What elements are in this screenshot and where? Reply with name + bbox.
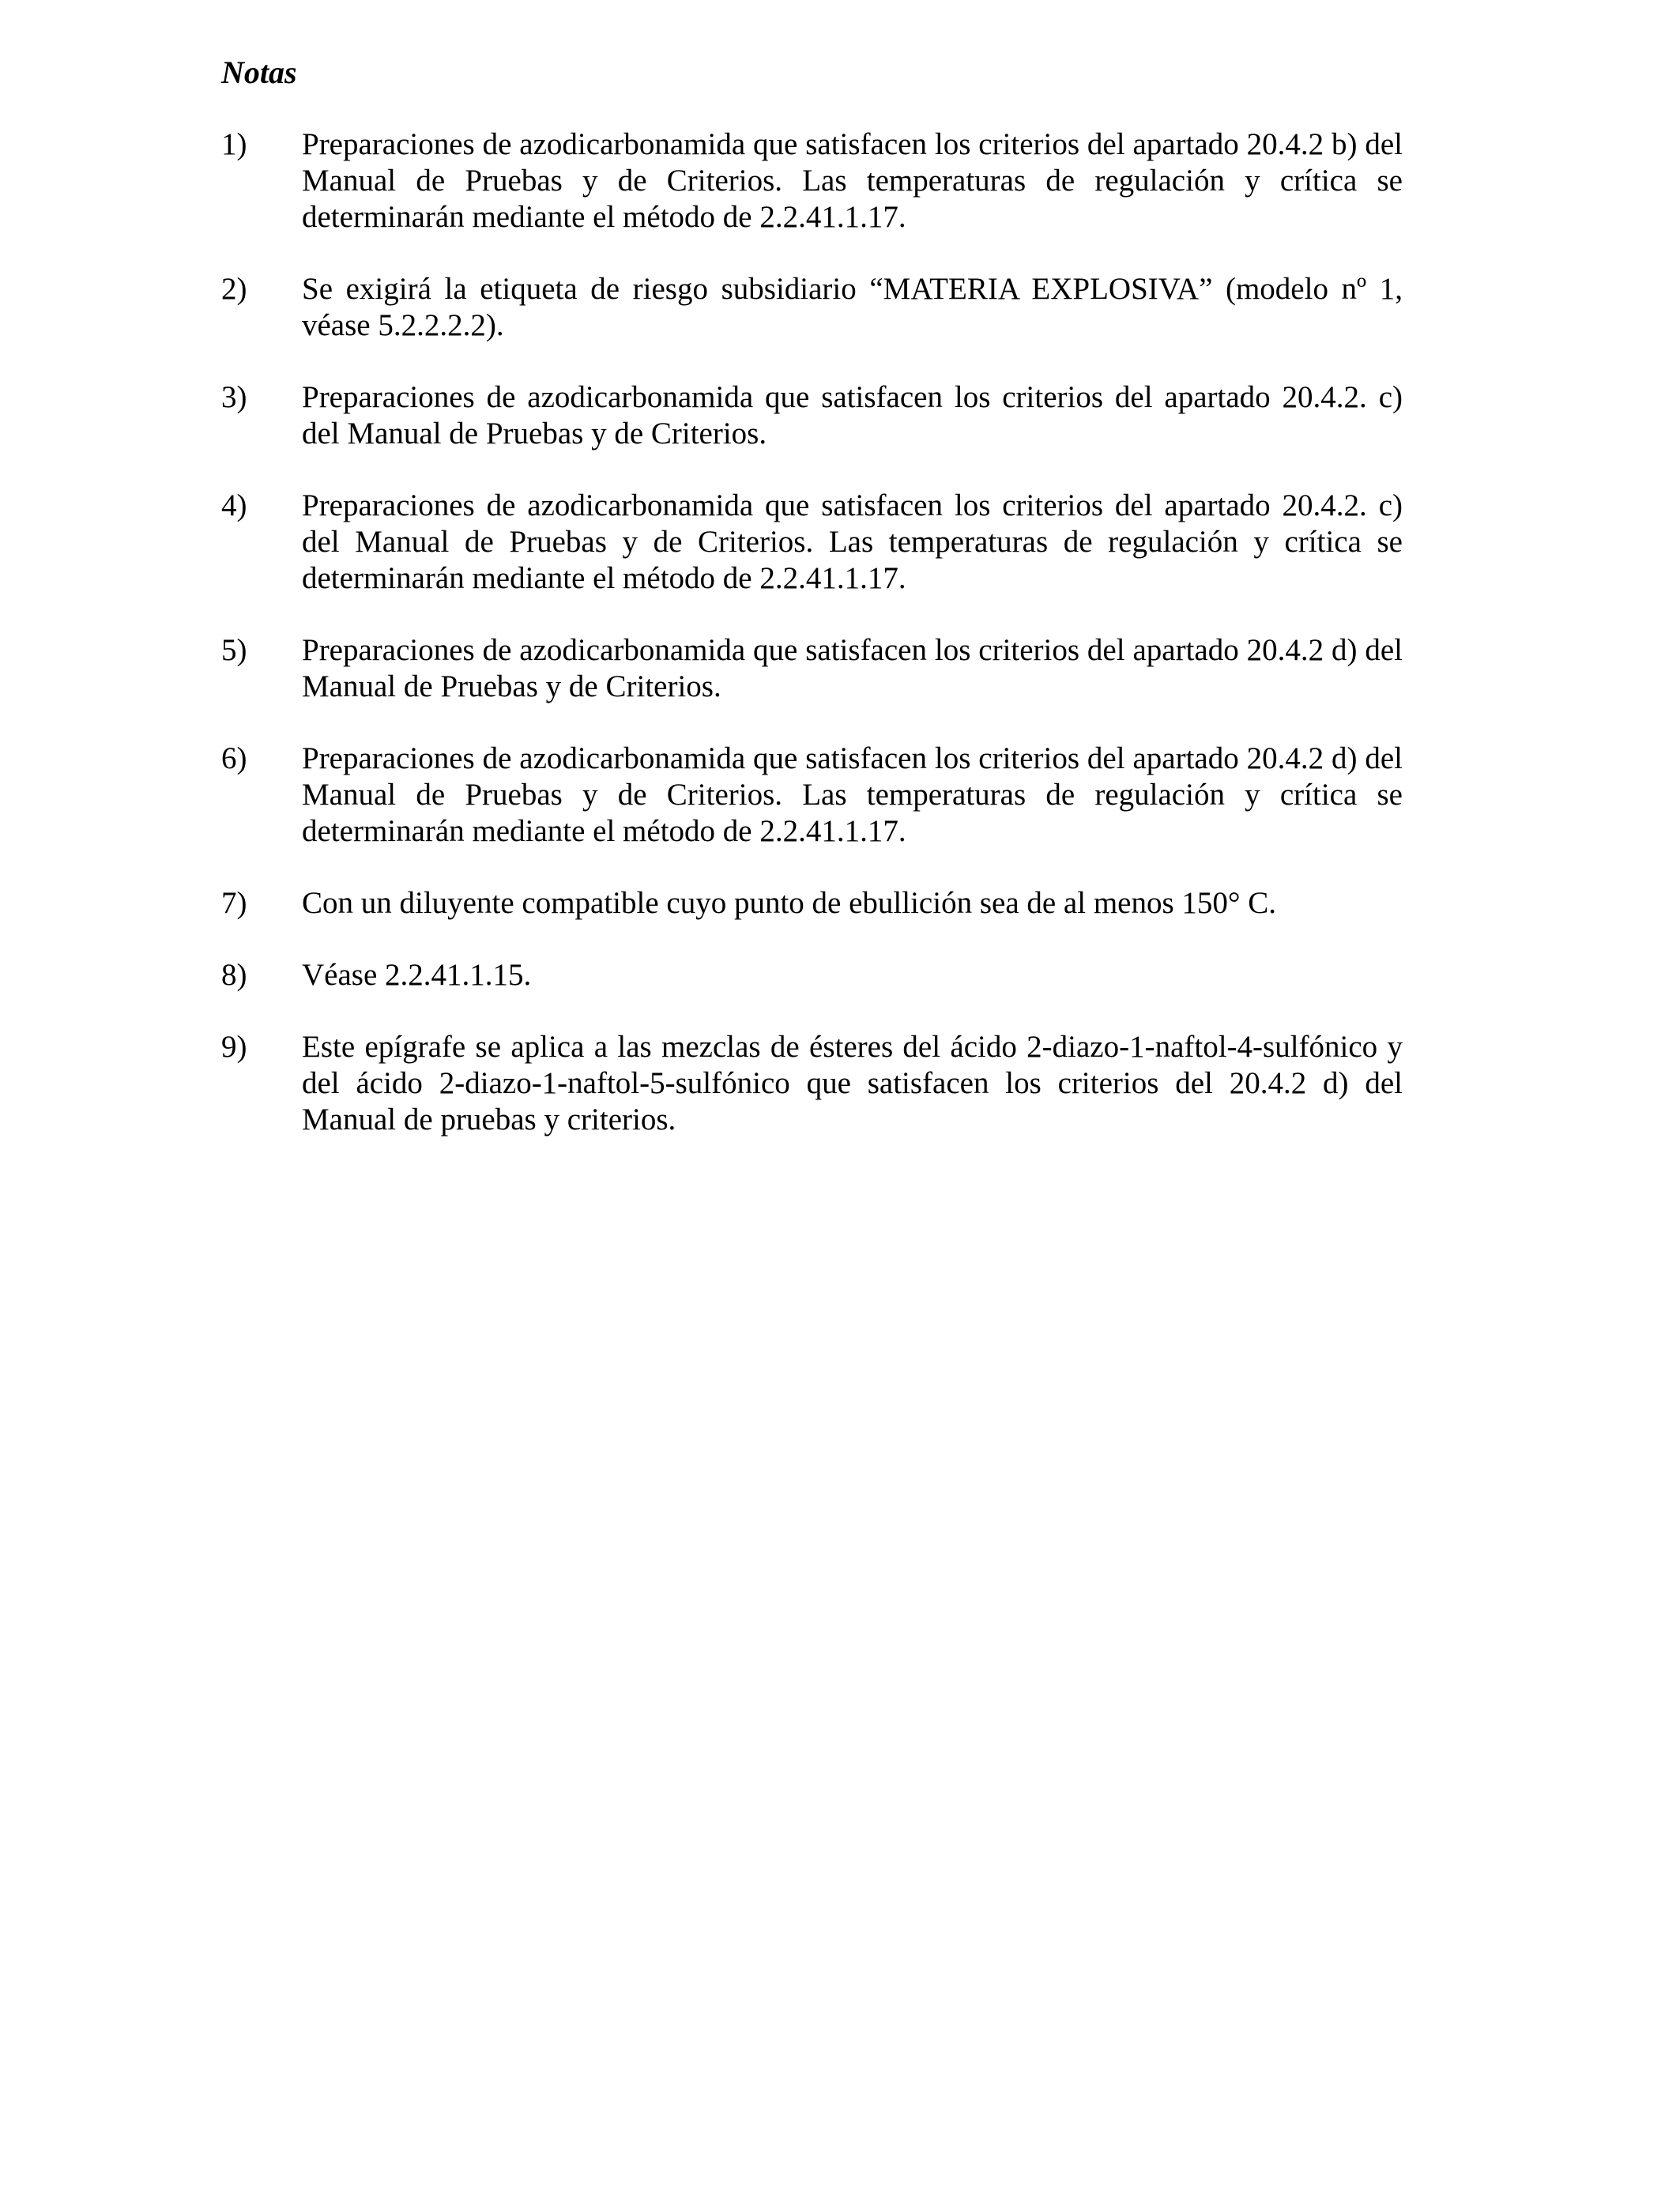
note-item-2 bbox=[221, 271, 1403, 344]
note-number: 5) bbox=[221, 633, 247, 667]
notes-list bbox=[221, 126, 1403, 1174]
note-text: Véase 2.2.41.1.15. bbox=[302, 958, 532, 992]
note-item-8 bbox=[221, 957, 1403, 993]
note-text: Con un diluyente compatible cuyo punto de ebullición sea de al menos 150° C. bbox=[302, 886, 1277, 920]
note-text: Preparaciones de azodicarbonamida que satisfacen los criterios del apartado 20.4.2 d) del Manual de Pruebas y de Criterios. bbox=[302, 633, 1403, 703]
note-number: 4) bbox=[221, 488, 247, 522]
note-item-1 bbox=[221, 126, 1403, 236]
note-text: Preparaciones de azodicarbonamida que satisfacen los criterios del apartado 20.4.2 b) del Manual de Pruebas y de Criterios. Las temperaturas de regulación y crítica se determinarán mediante el método de 2.2.41.1.17. bbox=[302, 127, 1403, 234]
note-number: 1) bbox=[221, 127, 247, 161]
note-number: 2) bbox=[221, 272, 247, 306]
notes-heading: Notas bbox=[221, 55, 297, 90]
note-item-5 bbox=[221, 632, 1403, 705]
note-number: 6) bbox=[221, 741, 247, 775]
note-number: 8) bbox=[221, 958, 247, 992]
note-text: Preparaciones de azodicarbonamida que satisfacen los criterios del apartado 20.4.2 d) del Manual de Pruebas y de Criterios. Las temperaturas de regulación y crítica se determinarán mediante el método de 2.2.41.1.17. bbox=[302, 741, 1403, 848]
note-item-6 bbox=[221, 741, 1403, 850]
note-text: Se exigirá la etiqueta de riesgo subsidiario “MATERIA EXPLOSIVA” (modelo nº 1, véase 5.2.2.2.2). bbox=[302, 272, 1403, 342]
note-text: Preparaciones de azodicarbonamida que satisfacen los criterios del apartado 20.4.2. c) del Manual de Pruebas y de Criterios. Las temperaturas de regulación y crítica se determinarán mediante el método de 2.2.41.1.17. bbox=[302, 488, 1403, 595]
note-text: Este epígrafe se aplica a las mezclas de ésteres del ácido 2-diazo-1-naftol-4-sulfónico y del ácido 2-diazo-1-naftol-5-sulfónico que satisfacen los criterios del 20.4.2 d) del Manual de pruebas y criterios. bbox=[302, 1030, 1403, 1137]
note-number: 7) bbox=[221, 886, 247, 920]
note-number: 3) bbox=[221, 380, 247, 414]
note-item-3 bbox=[221, 379, 1403, 452]
note-item-9 bbox=[221, 1029, 1403, 1138]
note-number: 9) bbox=[221, 1030, 247, 1064]
note-item-4 bbox=[221, 488, 1403, 597]
note-text: Preparaciones de azodicarbonamida que satisfacen los criterios del apartado 20.4.2. c) del Manual de Pruebas y de Criterios. bbox=[302, 380, 1403, 450]
note-item-7 bbox=[221, 885, 1403, 922]
